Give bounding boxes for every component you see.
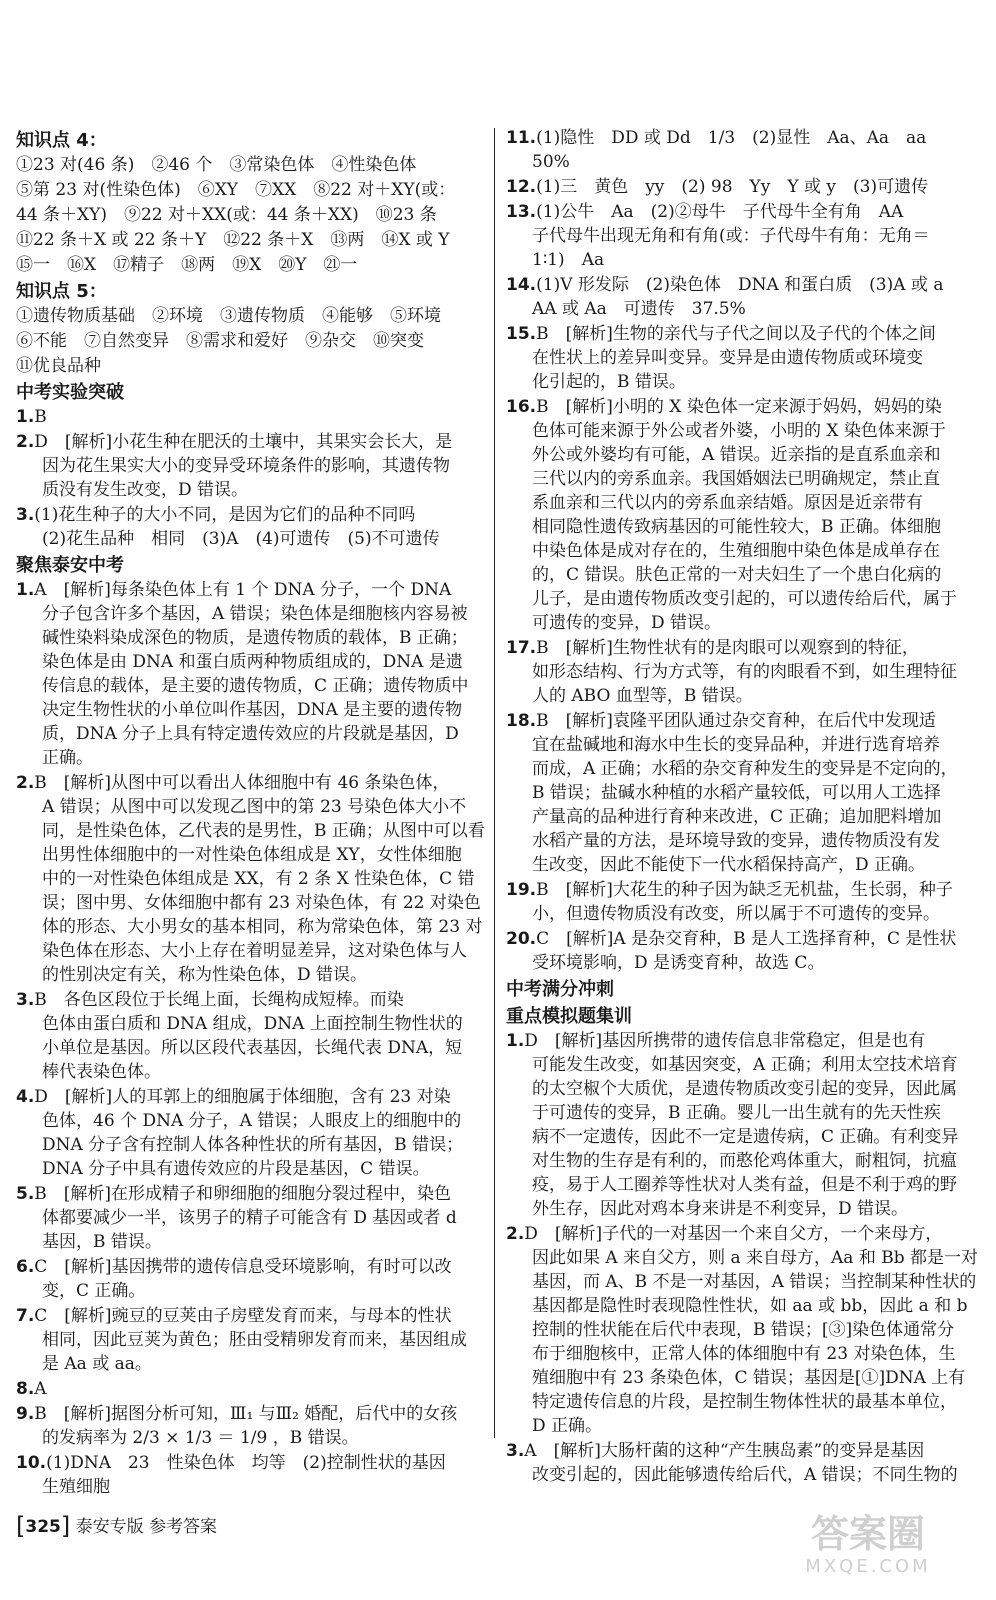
answer-text: 小单位是基因。所以区段代表基因，长绳代表 DNA，短 — [42, 1038, 463, 1058]
answer-item — [16, 329, 488, 353]
answer-item — [506, 322, 984, 394]
answer-text: 外生存，因此对鸡本身来讲是不利变异，D 错误。 — [532, 1199, 909, 1219]
answer-text: 控制的性状能在后代中表现，B 错误；[③]染色体通常分 — [532, 1320, 955, 1340]
answer-text: 中染色体是成对存在的，生殖细胞中染色体是成单存在 — [532, 541, 940, 561]
answer-text: 中的一对性染色体组成是 XX，有 2 条 X 性染色体，C 错 — [42, 869, 475, 889]
answer-item — [506, 636, 984, 708]
answer-item — [506, 1029, 984, 1221]
answer-text: 体都要减少一半，该男子的精子可能含有 D 基因或者 d — [42, 1208, 457, 1228]
left-column — [16, 126, 488, 1500]
answer-text: 水稻产量的方法，是环境导致的变异，遗传物质没有发 — [532, 831, 940, 851]
item-number: 1. — [506, 1031, 525, 1051]
item-number: 16. — [506, 397, 537, 417]
answer-text: 子代母牛出现无角和有角(或：子代母牛有角：无角＝ — [532, 226, 930, 246]
answer-text: 染色体是由 DNA 和蛋白质两种物质组成的，DNA 是遗 — [42, 652, 463, 672]
answer-item — [16, 228, 488, 252]
answer-text: 决定生物性状的小单位叫作基因，DNA 是主要的遗传物 — [42, 700, 463, 720]
answer-text: AA 或 Aa 可遗传 37.5% — [532, 299, 746, 319]
answer-item — [16, 430, 488, 502]
answer-text: ⑤第 23 对(性染色体) ⑥XY ⑦XX ⑧22 对＋XY(或： — [16, 180, 456, 200]
answer-text: 变，C 正确。 — [42, 1281, 146, 1301]
answer-text: 的性别决定有关，称为性染色体，D 错误。 — [42, 965, 368, 985]
item-number: 17. — [506, 638, 537, 658]
answer-text: 基因，B 错误。 — [42, 1232, 162, 1252]
page-number: 325 — [25, 1517, 61, 1537]
answer-text: 因此如果 A 来自父方，则 a 来自母方，Aa 和 Bb 都是一对 — [532, 1248, 979, 1268]
answer-item — [16, 1182, 488, 1254]
edition-label: 泰安专版 — [75, 1517, 144, 1537]
answer-text: 44 条＋XY) ⑨22 对＋XX(或：44 条＋XX) ⑩23 条 — [16, 205, 437, 225]
answer-text: B [解析]在形成精子和卵细胞的细胞分裂过程中，染色 — [34, 1184, 452, 1204]
right-column — [506, 126, 984, 1488]
answer-text: D [解析]子代的一对基因一个来自父方，一个来母方， — [524, 1224, 943, 1244]
answer-item — [16, 354, 488, 378]
answer-text: 基因，而 A、B 不是一对基因，A 错误；当控制某种性状的 — [532, 1272, 977, 1292]
answer-item — [16, 304, 488, 328]
answer-text: A — [34, 1379, 47, 1399]
answer-text: 色体由蛋白质和 DNA 组成，DNA 上面控制生物性状的 — [42, 1014, 463, 1034]
item-number: 10. — [16, 1453, 47, 1473]
answer-item — [16, 1304, 488, 1376]
answer-text: B [解析]据图分析可知，Ⅲ₁ 与Ⅲ₂ 婚配，后代中的女孩 — [34, 1404, 458, 1424]
answer-item — [506, 395, 984, 635]
answer-text: 传信息的载体，是主要的遗传物质，C 正确；遗传物质中 — [42, 676, 469, 696]
answer-text: 布于细胞核中，正常人体的体细胞中有 23 对染色体，生 — [532, 1344, 956, 1364]
section-heading: 重点模拟题集训 — [506, 1006, 632, 1027]
answer-text: B [解析]小明的 X 染色体一定来源于妈妈，妈妈的染 — [536, 397, 942, 417]
answer-text: C [解析]基因携带的遗传信息受环境影响，有时可以改 — [34, 1257, 452, 1277]
answer-text: D 正确。 — [532, 1416, 603, 1436]
answer-text: (1)公牛 Aa (2)②母牛 子代母牛全有角 AA — [536, 202, 904, 222]
answer-text: D [解析]基因所携带的遗传信息非常稳定，但是也有 — [524, 1031, 926, 1051]
answer-item — [506, 200, 984, 272]
answer-text: 特定遗传信息的片段，是控制生物体性状的最基本单位， — [532, 1392, 957, 1412]
answer-text: A [解析]每条染色体上有 1 个 DNA 分子，一个 DNA — [34, 580, 452, 600]
answer-text: B [解析]大花生的种子因为缺乏无机盐，生长弱，种子 — [536, 880, 953, 900]
item-number: 8. — [16, 1379, 35, 1399]
answer-text: B [解析]生物的亲代与子代之间以及子代的个体之间 — [536, 324, 936, 344]
answer-item — [16, 503, 488, 551]
answer-item — [16, 203, 488, 227]
answer-text: 如形态结构、行为方式等，有的肉眼看不到，如生理特征 — [532, 662, 957, 682]
answer-text: 是 Aa 或 aa。 — [42, 1354, 152, 1374]
answer-item — [16, 1402, 488, 1450]
answer-text: 50% — [532, 152, 570, 172]
answer-text: B 错误；盐碱水种植的水稻产量较低，可以用人工选择 — [532, 783, 941, 803]
answer-text: 而成，A 正确；水稻的杂交育种发生的变异是不定向的， — [532, 759, 958, 779]
answer-text: 色体，46 个 DNA 分子，A 错误；人眼皮上的细胞中的 — [42, 1111, 462, 1131]
answer-text: (1)隐性 DD 或 Dd 1/3 (2)显性 Aa、Aa aa — [536, 128, 927, 148]
answer-text: 改变引起的，因此能够遗传给后代，A 错误；不同生物的 — [532, 1465, 958, 1485]
answer-text: 的，C 错误。肤色正常的一对夫妇生了一个患白化病的 — [532, 565, 942, 585]
item-number: 3. — [506, 1441, 525, 1461]
answer-text: 质没有发生改变，D 错误。 — [42, 480, 249, 500]
answer-text: (1)三 黄色 yy (2) 98 Yy Y 或 y (3)可遗传 — [536, 177, 929, 197]
answer-text: 染色体在形态、大小上存在着明显差异，这对染色体与人 — [42, 941, 467, 961]
answer-item — [16, 153, 488, 177]
answer-item — [16, 1255, 488, 1303]
item-number: 19. — [506, 880, 537, 900]
answer-text: 体的形态、大小男女的基本相同，称为常染色体，第 23 对 — [42, 917, 483, 937]
answer-text: 病不一定遗传，因此不一定是遗传病，C 正确。有利变异 — [532, 1127, 959, 1147]
section-heading: 中考满分冲刺 — [506, 979, 614, 1000]
answer-text: C [解析]豌豆的豆荚由子房壁发育而来，与母本的性状 — [34, 1306, 452, 1326]
answer-text: (1)花生种子的大小不同，是因为它们的品种不同吗 — [34, 505, 416, 525]
answer-text: B 各色区段位于长绳上面，长绳构成短棒。而染 — [34, 990, 404, 1010]
answer-text: 1∶1) Aa — [532, 250, 605, 270]
section-heading: 知识点 4： — [16, 130, 107, 151]
answer-text: DNA 分子含有控制人体各种性状的所有基因，B 错误； — [42, 1135, 464, 1155]
answer-text: 可能发生改变，如基因突变，A 正确；利用太空技术培育 — [532, 1055, 958, 1075]
answer-text: ①23 对(46 条) ②46 个 ③常染色体 ④性染色体 — [16, 155, 417, 175]
answer-text: 基因都是隐性时表现隐性性状，如 aa 或 bb，因此 a 和 b — [532, 1296, 968, 1316]
item-number: 6. — [16, 1257, 35, 1277]
answers-label: 参考答案 — [149, 1517, 218, 1537]
answer-item — [16, 405, 488, 429]
answer-text: B [解析]从图中可以看出人体细胞中有 46 条染色体， — [34, 773, 450, 793]
answer-text: ⑪22 条＋X 或 22 条＋Y ⑫22 条＋X ⑬两 ⑭X 或 Y — [16, 230, 450, 250]
answer-text: D [解析]人的耳郭上的细胞属于体细胞，含有 23 对染 — [34, 1087, 451, 1107]
answer-text: 对生物的生存是有利的，而憨伦鸡体重大，耐粗饲，抗瘟 — [532, 1151, 957, 1171]
item-number: 1. — [16, 580, 35, 600]
answer-text: 质，DNA 分子上具有特定遗传效应的片段就是基因，D — [42, 724, 459, 744]
answer-text: 相同隐性遗传致病基因的可能性较大，B 正确。体细胞 — [532, 517, 941, 537]
answer-text: B [解析]生物性状有的是肉眼可以观察到的特征， — [536, 638, 919, 658]
answer-text: 碱性染料染成深色的物质，是遗传物质的载体，B 正确； — [42, 628, 468, 648]
answer-text: 可遗传的变异，D 错误。 — [532, 613, 722, 633]
answer-text: 同，是性染色体，乙代表的是男性，B 正确；从图中可以看 — [42, 821, 485, 841]
item-number: 18. — [506, 711, 537, 731]
answer-item — [506, 175, 984, 199]
item-number: 2. — [16, 773, 35, 793]
answer-text: 三代以内的旁系血亲。我国婚姻法已明确规定，禁止直 — [532, 469, 940, 489]
answer-text: 的太空椒个大质优，是遗传物质改变引起的变异，因此属 — [532, 1079, 957, 1099]
answer-text: (2)花生品种 相同 (3)A (4)可遗传 (5)不可遗传 — [42, 529, 440, 549]
item-number: 3. — [16, 505, 35, 525]
answer-text: 儿子，是由遗传物质改变引起的，可以遗传给后代，属于 — [532, 589, 957, 609]
answer-text: ①遗传物质基础 ②环境 ③遗传物质 ④能够 ⑤环境 — [16, 306, 441, 326]
answer-text: DNA 分子中具有遗传效应的片段是基因，C 错误。 — [42, 1159, 430, 1179]
answer-item — [16, 1085, 488, 1181]
column-divider — [494, 128, 495, 1438]
item-number: 4. — [16, 1087, 35, 1107]
answer-item — [506, 1439, 984, 1487]
answer-text: 色体可能来源于外公或者外婆，小明的 X 染色体来源于 — [532, 421, 946, 441]
answer-item — [16, 178, 488, 202]
section-heading: 中考实验突破 — [16, 382, 124, 403]
answer-text: D [解析]小花生种在肥沃的土壤中，其果实会长大，是 — [34, 432, 453, 452]
answer-text: 棒代表染色体。 — [42, 1062, 161, 1082]
answer-text: 在性状上的差异叫变异。变异是由遗传物质或环境变 — [532, 348, 923, 368]
answer-text: B [解析]袁隆平团队通过杂交育种，在后代中发现适 — [536, 711, 936, 731]
answer-item — [16, 988, 488, 1084]
answer-item — [506, 1222, 984, 1438]
answer-text: 殖细胞中有 23 条染色体，C 错误；基因是[①]DNA 上有 — [532, 1368, 966, 1388]
answer-text: C [解析]A 是杂交育种，B 是人工选择育种，C 是性状 — [536, 929, 957, 949]
answer-text: 宜在盐碱地和海水中生长的变异品种，并进行选育培养 — [532, 735, 940, 755]
answer-text: 相同，因此豆荚为黄色；胚由受精卵发育而来，基因组成 — [42, 1330, 467, 1350]
answer-text: 分子包含许多个基因，A 错误；染色体是细胞核内容易被 — [42, 604, 468, 624]
answer-item — [16, 1451, 488, 1499]
answer-item — [16, 1377, 488, 1401]
answer-text: 误；图中男、女体细胞中都有 23 对染色体，有 22 对染色 — [42, 893, 481, 913]
answer-text: 的发病率为 2/3 × 1/3 ＝ 1/9 ，B 错误。 — [42, 1428, 359, 1448]
section-heading: 知识点 5： — [16, 281, 107, 302]
answer-text: 产量高的品种进行育种来改进，C 正确；追加肥料增加 — [532, 807, 942, 827]
answer-text: 正确。 — [42, 748, 93, 768]
answer-item — [506, 927, 984, 975]
answer-text: 化引起的，B 错误。 — [532, 372, 686, 392]
item-number: 3. — [16, 990, 35, 1010]
answer-text: (1)DNA 23 性染色体 均等 (2)控制性状的基因 — [46, 1453, 446, 1473]
answer-text: ⑮一 ⑯X ⑰精子 ⑱两 ⑲X ⑳Y ㉑一 — [16, 255, 358, 275]
answer-item — [506, 126, 984, 174]
answer-item — [16, 253, 488, 277]
answer-text: 于可遗传的变异，B 正确。婴儿一出生就有的先天性疾 — [532, 1103, 941, 1123]
answer-item — [16, 771, 488, 987]
answer-text: 出男性体细胞中的一对性染色体组成是 XY，女性体细胞 — [42, 845, 462, 865]
answer-item — [506, 273, 984, 321]
item-number: 12. — [506, 177, 537, 197]
item-number: 2. — [16, 432, 35, 452]
item-number: 1. — [16, 407, 35, 427]
watermark-logo: 答案圈 MXQE.COM — [805, 1512, 931, 1577]
answer-text: A 错误；从图中可以发现乙图中的第 23 号染色体大小不 — [42, 797, 467, 817]
answer-text: ⑥不能 ⑦自然变异 ⑧需求和爱好 ⑨杂交 ⑩突变 — [16, 331, 424, 351]
answer-text: 外公或外婆均有可能，A 错误。近亲指的是直系血亲和 — [532, 445, 941, 465]
item-number: 14. — [506, 275, 537, 295]
answer-text: 受环境影响，D 是诱变育种，故选 C。 — [532, 953, 825, 973]
answer-item — [506, 878, 984, 926]
answer-item — [16, 578, 488, 770]
answer-text: 生殖细胞 — [42, 1477, 110, 1497]
answer-text: B — [34, 407, 47, 427]
item-number: 20. — [506, 929, 537, 949]
item-number: 11. — [506, 128, 537, 148]
answer-text: (1)V 形发际 (2)染色体 DNA 和蛋白质 (3)A 或 a — [536, 275, 944, 295]
answer-text: 系血亲和三代以内的旁系血亲结婚。原因是近亲带有 — [532, 493, 923, 513]
answer-text: 生改变，因此不能使下一代水稻保持高产，D 正确。 — [532, 855, 926, 875]
answer-text: 人的 ABO 血型等，B 错误。 — [532, 686, 753, 706]
section-heading: 聚焦泰安中考 — [16, 555, 124, 576]
item-number: 2. — [506, 1224, 525, 1244]
item-number: 5. — [16, 1184, 35, 1204]
item-number: 7. — [16, 1306, 35, 1326]
answer-text: ⑪优良品种 — [16, 356, 101, 376]
answer-text: A [解析]大肠杆菌的这种“产生胰岛素”的变异是基因 — [524, 1441, 925, 1461]
item-number: 13. — [506, 202, 537, 222]
item-number: 15. — [506, 324, 537, 344]
answer-item — [506, 709, 984, 877]
answer-text: 疫，易于人工圈养等性状对人类有益，但是不利于鸡的野 — [532, 1175, 957, 1195]
page-footer: [325] 泰安专版 参考答案 — [16, 1512, 218, 1540]
answer-text: 小，但遗传物质没有改变，所以属于不可遗传的变异。 — [532, 904, 940, 924]
answer-text: 因为花生果实大小的变异受环境条件的影响，其遗传物 — [42, 456, 450, 476]
item-number: 9. — [16, 1404, 35, 1424]
